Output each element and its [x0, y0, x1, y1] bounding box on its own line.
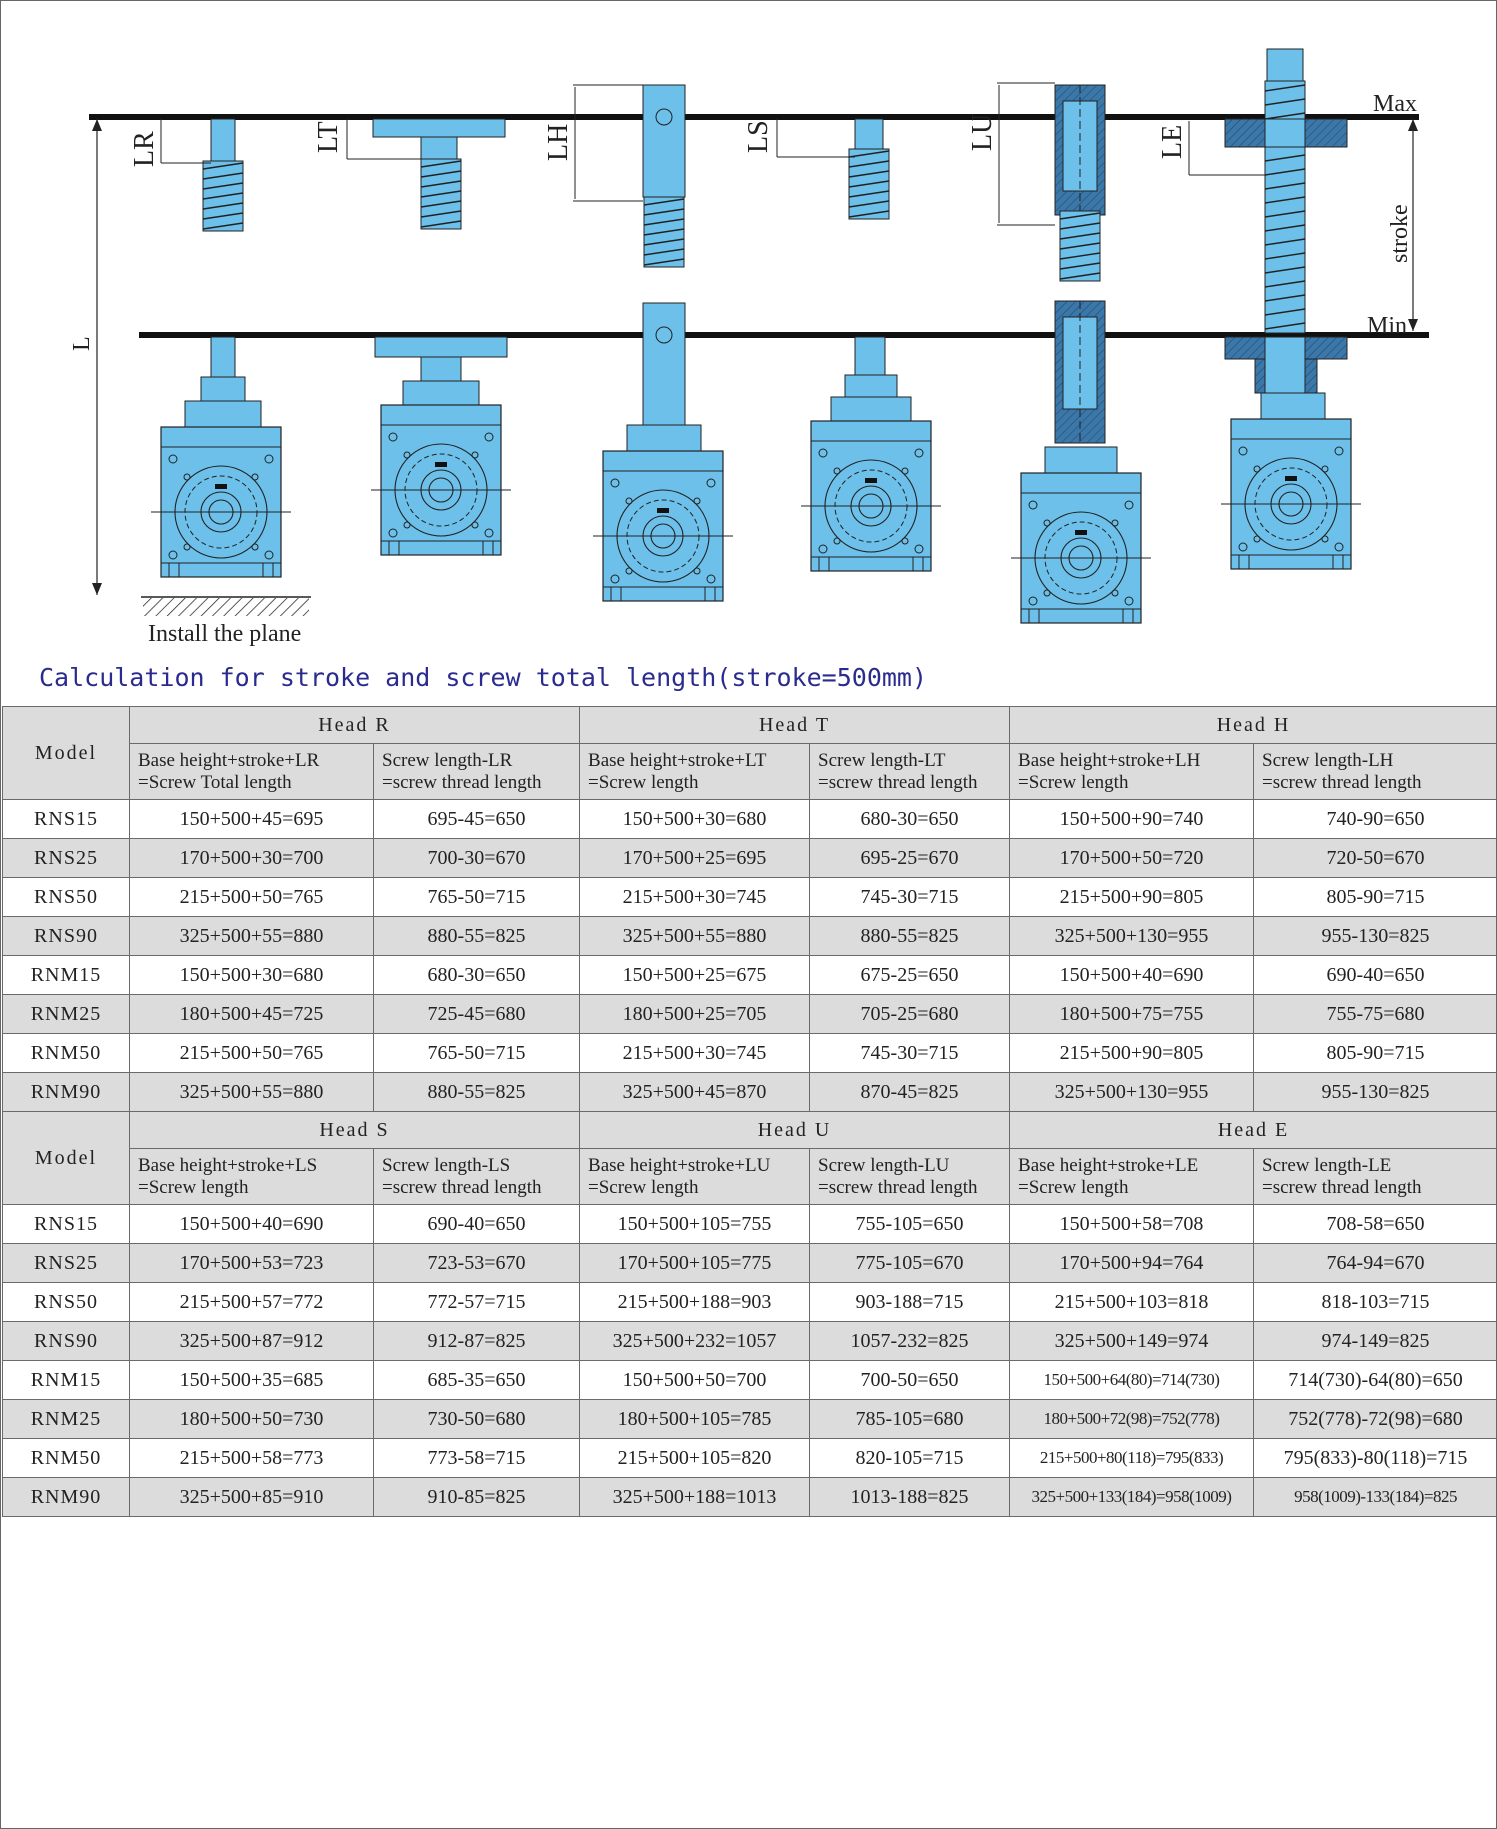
head-group-header: Head S [130, 1112, 580, 1149]
value-cell: 805-90=715 [1254, 1034, 1497, 1073]
head-u-jack [967, 83, 1151, 643]
value-cell: 170+500+94=764 [1010, 1244, 1254, 1283]
model-cell: RNM50 [3, 1439, 130, 1478]
formula-header: Base height+stroke+LU =Screw length [580, 1149, 810, 1205]
table-row [3, 1439, 1497, 1478]
value-cell: 880-55=825 [374, 1073, 580, 1112]
formula-header: Screw length-LT =screw thread length [810, 744, 1010, 800]
value-cell: 714(730)-64(80)=650 [1254, 1361, 1497, 1400]
calculation-title: Calculation for stroke and screw total length(stroke=500mm) [39, 663, 928, 692]
dim-lt-label: LT [313, 121, 344, 153]
value-cell: 680-30=650 [374, 956, 580, 995]
formula-header: Screw length-LS =screw thread length [374, 1149, 580, 1205]
value-cell: 325+500+45=870 [580, 1073, 810, 1112]
value-cell: 325+500+149=974 [1010, 1322, 1254, 1361]
table-row [3, 1478, 1497, 1517]
value-cell: 215+500+30=745 [580, 878, 810, 917]
model-cell: RNS90 [3, 917, 130, 956]
model-cell: RNS90 [3, 1322, 130, 1361]
value-cell: 912-87=825 [374, 1322, 580, 1361]
table-row [3, 995, 1497, 1034]
value-cell: 325+500+232=1057 [580, 1322, 810, 1361]
formula-header: Screw length-LH =screw thread length [1254, 744, 1497, 800]
value-cell: 215+500+103=818 [1010, 1283, 1254, 1322]
table-row [3, 1400, 1497, 1439]
value-cell: 215+500+58=773 [130, 1439, 374, 1478]
value-cell: 325+500+133(184)=958(1009) [1010, 1478, 1254, 1517]
value-cell: 215+500+30=745 [580, 1034, 810, 1073]
head-e-jack [1157, 49, 1361, 569]
value-cell: 772-57=715 [374, 1283, 580, 1322]
value-cell: 723-53=670 [374, 1244, 580, 1283]
value-cell: 795(833)-80(118)=715 [1254, 1439, 1497, 1478]
model-cell: RNS25 [3, 839, 130, 878]
head-r-jack [129, 119, 291, 577]
value-cell: 690-40=650 [374, 1205, 580, 1244]
value-cell: 755-105=650 [810, 1205, 1010, 1244]
model-cell: RNM15 [3, 1361, 130, 1400]
head-group-header: Head T [580, 707, 1010, 744]
value-cell: 170+500+105=775 [580, 1244, 810, 1283]
value-cell: 215+500+90=805 [1010, 1034, 1254, 1073]
table-row [3, 878, 1497, 917]
value-cell: 215+500+105=820 [580, 1439, 810, 1478]
value-cell: 180+500+75=755 [1010, 995, 1254, 1034]
value-cell: 755-75=680 [1254, 995, 1497, 1034]
value-cell: 180+500+25=705 [580, 995, 810, 1034]
min-label: Min [1367, 313, 1408, 339]
table-row [3, 1073, 1497, 1112]
value-cell: 695-45=650 [374, 800, 580, 839]
model-cell: RNM90 [3, 1478, 130, 1517]
value-cell: 955-130=825 [1254, 917, 1497, 956]
value-cell: 150+500+40=690 [130, 1205, 374, 1244]
value-cell: 745-30=715 [810, 878, 1010, 917]
value-cell: 765-50=715 [374, 1034, 580, 1073]
value-cell: 180+500+105=785 [580, 1400, 810, 1439]
value-cell: 1057-232=825 [810, 1322, 1010, 1361]
formula-header: Base height+stroke+LS =Screw length [130, 1149, 374, 1205]
value-cell: 325+500+55=880 [580, 917, 810, 956]
value-cell: 695-25=670 [810, 839, 1010, 878]
value-cell: 773-58=715 [374, 1439, 580, 1478]
value-cell: 170+500+50=720 [1010, 839, 1254, 878]
model-header: Model [3, 707, 130, 800]
value-cell: 150+500+35=685 [130, 1361, 374, 1400]
value-cell: 150+500+105=755 [580, 1205, 810, 1244]
value-cell: 818-103=715 [1254, 1283, 1497, 1322]
value-cell: 180+500+45=725 [130, 995, 374, 1034]
dim-le-label: LE [1157, 124, 1188, 159]
value-cell: 180+500+72(98)=752(778) [1010, 1400, 1254, 1439]
head-group-header: Head H [1010, 707, 1497, 744]
value-cell: 725-45=680 [374, 995, 580, 1034]
table-row [3, 800, 1497, 839]
value-cell: 150+500+90=740 [1010, 800, 1254, 839]
value-cell: 150+500+50=700 [580, 1361, 810, 1400]
value-cell: 215+500+80(118)=795(833) [1010, 1439, 1254, 1478]
dim-lu-label: LU [967, 113, 998, 151]
value-cell: 325+500+85=910 [130, 1478, 374, 1517]
value-cell: 820-105=715 [810, 1439, 1010, 1478]
value-cell: 958(1009)-133(184)=825 [1254, 1478, 1497, 1517]
table-row [3, 839, 1497, 878]
table-row [3, 956, 1497, 995]
dim-ls-label: LS [743, 120, 774, 153]
model-cell: RNM90 [3, 1073, 130, 1112]
value-cell: 705-25=680 [810, 995, 1010, 1034]
value-cell: 180+500+50=730 [130, 1400, 374, 1439]
model-cell: RNM25 [3, 995, 130, 1034]
value-cell: 775-105=670 [810, 1244, 1010, 1283]
value-cell: 325+500+188=1013 [580, 1478, 810, 1517]
value-cell: 215+500+90=805 [1010, 878, 1254, 917]
value-cell: 1013-188=825 [810, 1478, 1010, 1517]
formula-header: Base height+stroke+LT =Screw length [580, 744, 810, 800]
value-cell: 805-90=715 [1254, 878, 1497, 917]
value-cell: 974-149=825 [1254, 1322, 1497, 1361]
value-cell: 680-30=650 [810, 800, 1010, 839]
model-cell: RNM50 [3, 1034, 130, 1073]
value-cell: 150+500+25=675 [580, 956, 810, 995]
value-cell: 325+500+87=912 [130, 1322, 374, 1361]
value-cell: 325+500+130=955 [1010, 917, 1254, 956]
value-cell: 730-50=680 [374, 1400, 580, 1439]
model-cell: RNM15 [3, 956, 130, 995]
formula-header: Screw length-LU =screw thread length [810, 1149, 1010, 1205]
jack-head-diagram [1, 1, 1497, 656]
head-h-jack [543, 85, 733, 621]
value-cell: 708-58=650 [1254, 1205, 1497, 1244]
value-cell: 700-50=650 [810, 1361, 1010, 1400]
stroke-length-table [2, 706, 1497, 1517]
value-cell: 215+500+50=765 [130, 878, 374, 917]
value-cell: 150+500+30=680 [130, 956, 374, 995]
value-cell: 325+500+55=880 [130, 917, 374, 956]
head-s-jack [743, 119, 941, 571]
model-cell: RNS50 [3, 1283, 130, 1322]
table-row [3, 1322, 1497, 1361]
value-cell: 880-55=825 [810, 917, 1010, 956]
dim-lh-label: LH [543, 123, 574, 161]
table-row [3, 1283, 1497, 1322]
value-cell: 910-85=825 [374, 1478, 580, 1517]
head-group-header: Head U [580, 1112, 1010, 1149]
table-row [3, 1244, 1497, 1283]
table-row [3, 1034, 1497, 1073]
value-cell: 170+500+25=695 [580, 839, 810, 878]
value-cell: 325+500+55=880 [130, 1073, 374, 1112]
table-row [3, 1361, 1497, 1400]
value-cell: 720-50=670 [1254, 839, 1497, 878]
value-cell: 150+500+58=708 [1010, 1205, 1254, 1244]
value-cell: 215+500+50=765 [130, 1034, 374, 1073]
value-cell: 685-35=650 [374, 1361, 580, 1400]
model-cell: RNS15 [3, 800, 130, 839]
model-cell: RNS25 [3, 1244, 130, 1283]
value-cell: 700-30=670 [374, 839, 580, 878]
value-cell: 150+500+30=680 [580, 800, 810, 839]
value-cell: 903-188=715 [810, 1283, 1010, 1322]
install-plane-label: Install the plane [148, 621, 302, 647]
table-row [3, 917, 1497, 956]
value-cell: 150+500+45=695 [130, 800, 374, 839]
formula-header: Screw length-LE =screw thread length [1254, 1149, 1497, 1205]
model-cell: RNM25 [3, 1400, 130, 1439]
stroke-label: stroke [1387, 204, 1413, 263]
model-cell: RNS50 [3, 878, 130, 917]
model-cell: RNS15 [3, 1205, 130, 1244]
formula-header: Screw length-LR =screw thread length [374, 744, 580, 800]
dim-lr-label: LR [129, 131, 160, 167]
formula-header: Base height+stroke+LR =Screw Total length [130, 744, 374, 800]
value-cell: 215+500+188=903 [580, 1283, 810, 1322]
value-cell: 764-94=670 [1254, 1244, 1497, 1283]
formula-header: Base height+stroke+LE =Screw length [1010, 1149, 1254, 1205]
value-cell: 785-105=680 [810, 1400, 1010, 1439]
value-cell: 215+500+57=772 [130, 1283, 374, 1322]
model-header: Model [3, 1112, 130, 1205]
value-cell: 150+500+40=690 [1010, 956, 1254, 995]
head-group-header: Head R [130, 707, 580, 744]
head-group-header: Head E [1010, 1112, 1497, 1149]
value-cell: 690-40=650 [1254, 956, 1497, 995]
value-cell: 325+500+130=955 [1010, 1073, 1254, 1112]
value-cell: 752(778)-72(98)=680 [1254, 1400, 1497, 1439]
value-cell: 740-90=650 [1254, 800, 1497, 839]
table-row [3, 1205, 1497, 1244]
value-cell: 870-45=825 [810, 1073, 1010, 1112]
value-cell: 765-50=715 [374, 878, 580, 917]
value-cell: 170+500+30=700 [130, 839, 374, 878]
value-cell: 745-30=715 [810, 1034, 1010, 1073]
value-cell: 150+500+64(80)=714(730) [1010, 1361, 1254, 1400]
value-cell: 955-130=825 [1254, 1073, 1497, 1112]
formula-header: Base height+stroke+LH =Screw length [1010, 744, 1254, 800]
value-cell: 170+500+53=723 [130, 1244, 374, 1283]
value-cell: 675-25=650 [810, 956, 1010, 995]
value-cell: 880-55=825 [374, 917, 580, 956]
l-label: L [69, 336, 95, 351]
max-label: Max [1373, 91, 1417, 117]
